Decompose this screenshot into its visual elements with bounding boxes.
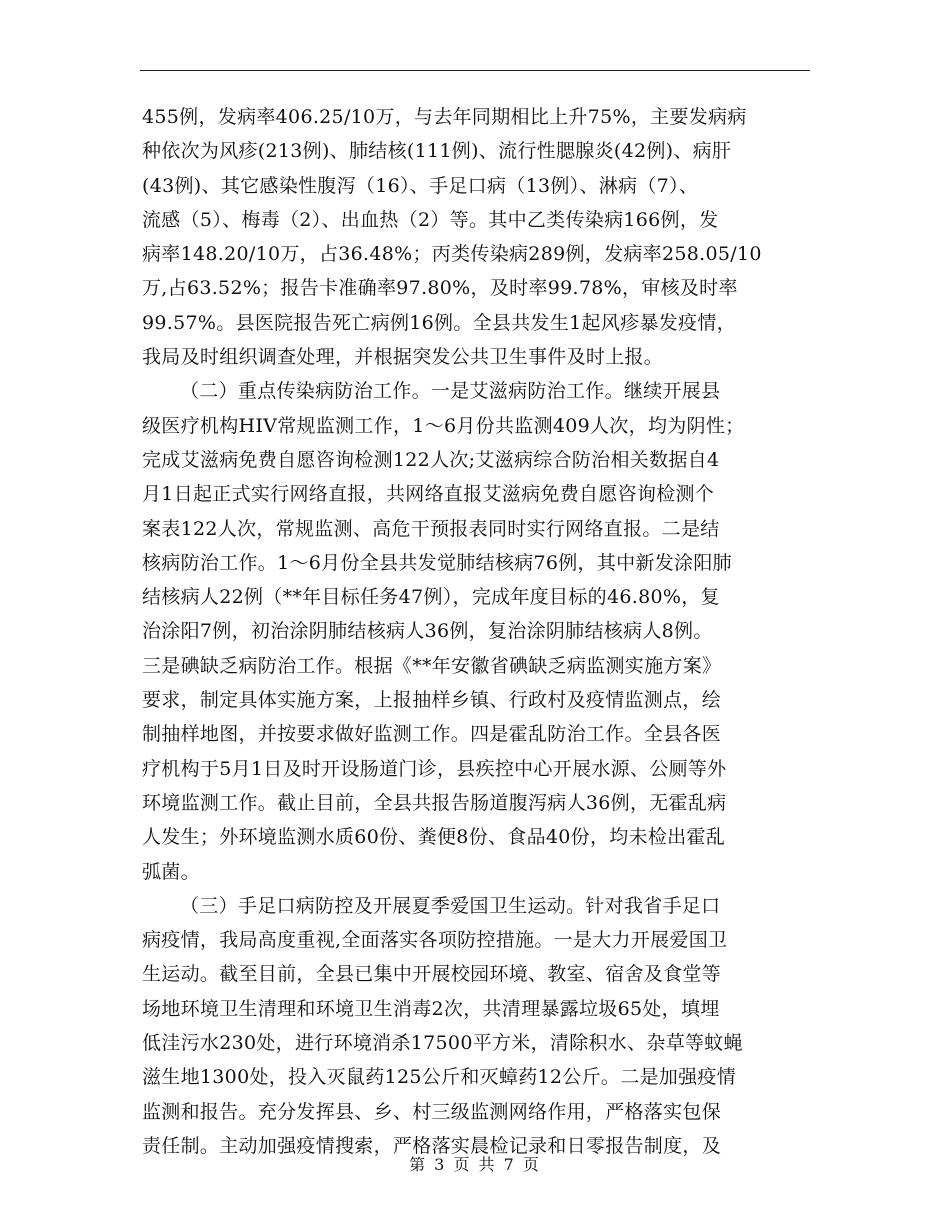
text-line: 种依次为风疹(213例)、肺结核(111例)、流行性腮腺炎(42例)、病肝 [142, 140, 732, 163]
paragraph-start-line: （三）手足口病防控及开展夏季爱国卫生运动。针对我省手足口 [180, 894, 721, 917]
text-line: 生运动。截至目前，全县已集中开展校园环境、教室、宿舍及食堂等 [142, 963, 722, 986]
text-line: 滋生地1300处，投入灭鼠药125公斤和灭蟑药12公斤。二是加强疫情 [142, 1066, 736, 1089]
text-line: 案表122人次，常规监测、高危干预报表同时实行网络直报。二是结 [142, 517, 720, 540]
text-line: 99.57%。县医院报告死亡病例16例。全县共发生1起风疹暴发疫情， [142, 311, 736, 334]
text-line: 制抽样地图，并按要求做好监测工作。四是霍乱防治工作。全县各医 [142, 723, 722, 746]
text-line: 监测和报告。充分发挥县、乡、村三级监测网络作用，严格落实包保 [142, 1100, 722, 1123]
text-line: 疗机构于5月1日及时开设肠道门诊，县疾控中心开展水源、公厕等外 [142, 757, 727, 780]
text-line: 弧菌。 [142, 860, 200, 883]
text-line: 病疫情，我局高度重视,全面落实各项防控措施。一是大力开展爱国卫 [142, 929, 728, 952]
page-number-footer: 第 3 页 共 7 页 [409, 1155, 541, 1174]
text-line: 人发生；外环境监测水质60份、粪便8份、食品40份，均未检出霍乱 [142, 826, 726, 849]
text-line: 要求，制定具体实施方案，上报抽样乡镇、行政村及疫情监测点，绘 [142, 689, 722, 712]
text-line: 治涂阳7例，初治涂阴肺结核病人36例，复治涂阴肺结核病人8例。 [142, 620, 713, 643]
text-line: 三是碘缺乏病防治工作。根据《**年安徽省碘缺乏病监测实施方案》 [142, 654, 722, 677]
document-body [142, 100, 810, 1163]
text-line: 环境监测工作。截止目前，全县共报告肠道腹泻病人36例，无霍乱病 [142, 791, 727, 814]
text-line: 万,占63.52%；报告卡准确率97.80%，及时率99.78%，审核及时率 [142, 277, 738, 300]
text-line: 病率148.20/10万，占36.48%；丙类传染病289例，发病率258.05/10 [142, 243, 762, 266]
text-line: 455例，发病率406.25/10万，与去年同期相比上升75%，主要发病病 [142, 106, 747, 128]
text-line: 完成艾滋病免费自愿咨询检测122人次;艾滋病综合防治相关数据自4 [142, 448, 720, 471]
text-line: 流感（5）、梅毒（2）、出血热（2）等。其中乙类传染病166例，发 [142, 208, 719, 231]
header-rule [140, 70, 810, 71]
text-line: 责任制。主动加强疫情搜索，严格落实晨检记录和日零报告制度，及 [142, 1134, 722, 1157]
text-line: 核病防治工作。1～6月份全县共发觉肺结核病76例，其中新发涂阳肺 [142, 551, 732, 574]
text-line: 结核病人22例（**年目标任务47例），完成年度目标的46.80%，复 [142, 586, 720, 609]
text-line: 月1日起正式实行网络直报，共网络直报艾滋病免费自愿咨询检测个 [142, 483, 715, 506]
paragraph-start-line: （二）重点传染病防治工作。一是艾滋病防治工作。继续开展县 [180, 380, 721, 403]
text-line: 我局及时组织调查处理，并根据突发公共卫生事件及时上报。 [142, 346, 664, 369]
text-line: (43例)、其它感染性腹泻（16）、手足口病（13例）、淋病（7）、 [142, 174, 699, 197]
text-line: 级医疗机构HIV常规监测工作，1～6月份共监测409人次，均为阴性； [142, 414, 745, 437]
text-line: 场地环境卫生清理和环境卫生消毒2次，共清理暴露垃圾65处，填埋 [142, 997, 720, 1020]
text-line: 低洼污水230处，进行环境消杀17500平方米，清除积水、杂草等蚊蝇 [142, 1032, 743, 1055]
